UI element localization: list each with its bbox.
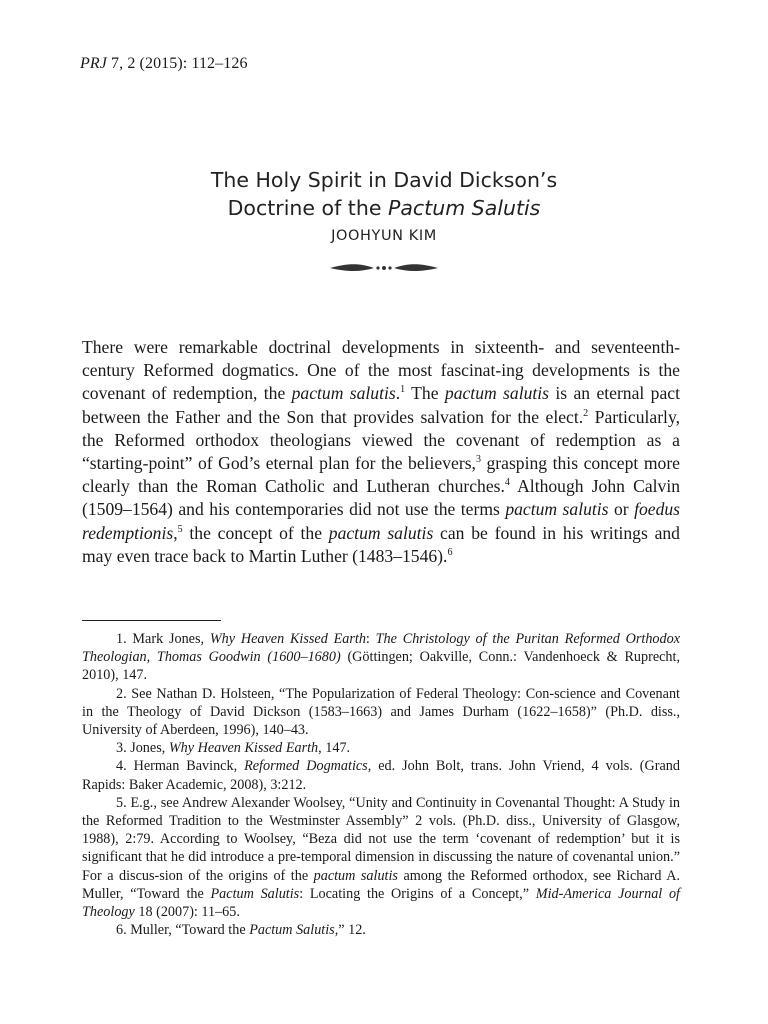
journal-citation (80, 55, 248, 73)
footnote-ref-1: 1 (400, 384, 406, 396)
flourish-ornament-icon (328, 261, 440, 275)
footnote-4: 4. Herman Bavinck, Reformed Dogmatics, ed. John Bolt, trans. John Vriend, 4 vols. (Grand Rapids: Baker Academic, 2008), 3:212. (82, 758, 680, 793)
footnote-ref-2: 2 (583, 407, 589, 419)
footnote-1: 1. Mark Jones, Why Heaven Kissed Earth: The Christology of the Puritan Reformed Orthodox Theologian, Thomas Goodwin (1600–1680) (Göttingen; Oakville, Conn.: Vandenhoeck & Ruprecht, 2010), 147. (82, 631, 681, 684)
journal-abbrev: PRJ (80, 55, 107, 72)
issue-pages: 7, 2 (2015): 112–126 (106, 55, 248, 72)
title-italic-term: Pactum Salutis (387, 196, 541, 220)
footnote-ref-5: 5 (177, 523, 183, 535)
footnotes (82, 630, 680, 939)
footnote-ref-3: 3 (475, 454, 481, 466)
footnote-divider (82, 620, 221, 621)
footnote-5: 5. E.g., see Andrew Alexander Woolsey, “Unity and Continuity in Covenantal Thought: A Study in the Reformed Tradition to the Westminster Assembly” 2 vols. (Ph.D. diss., University of Glasgow, 1988), 2:79. According to Woolsey, “Beza did not use the term ‘covenant of redemption’ but it is significant that he did introduce a pre-temporal dimension in discussing the nature of covenantal union.” For a discus-sion of the origins of the pactum salutis among the Reformed orthodox, see Richard A. Muller, “Toward the Pactum Salutis: Locating the Origins of a Concept,” Mid-America Journal of Theology 18 (2007): 11–65. (82, 794, 680, 921)
body-paragraph: There were remarkable doctrinal developments in sixteenth- and seventeenth-century Reformed dogmatics. One of the most fascinat-ing developments is the covenant of redemption, the pactum salutis.$^1$ The pactum salutis is an eternal pact between the Father and the Son that provides salvation for the elect.$^2$ Particularly, the Reformed orthodox theologians viewed the covenant of redemption as a “starting-point” of God’s eternal plan for the believers,$^3$ grasping this concept more clearly than the Roman Catholic and Lutheran churches.$^4$ Although John Calvin (1509–1564) and his contemporaries did not use the terms pactum salutis or foedus redemptionis,$^5$ the concept of the pactum salutis can be found in his writings and may even trace back to Martin Luther (1483–1546).$^6$ (82, 337, 681, 566)
author-name: JOOHYUN KIM (331, 228, 437, 244)
article-title-line-1: The Holy Spirit in David Dickson’s (210, 168, 558, 192)
footnote-3: 3. Jones, Why Heaven Kissed Earth, 147. (116, 740, 351, 757)
footnote-2: 2. See Nathan D. Holsteen, “The Popularization of Federal Theology: Con-science and Covenant in the Theology of David Dickson (1583–1663) and James Durham (1622–1658)” (Ph.D. diss., University of Aberdeen, 1996), 140–43. (82, 685, 680, 739)
footnote-6: 6. Muller, “Toward the Pactum Salutis,” 12. (116, 922, 366, 939)
footnote-ref-6: 6 (447, 546, 453, 558)
footnote-ref-4: 4 (504, 477, 510, 489)
article-title-line-2: Doctrine of the Pactum Salutis (227, 196, 541, 220)
